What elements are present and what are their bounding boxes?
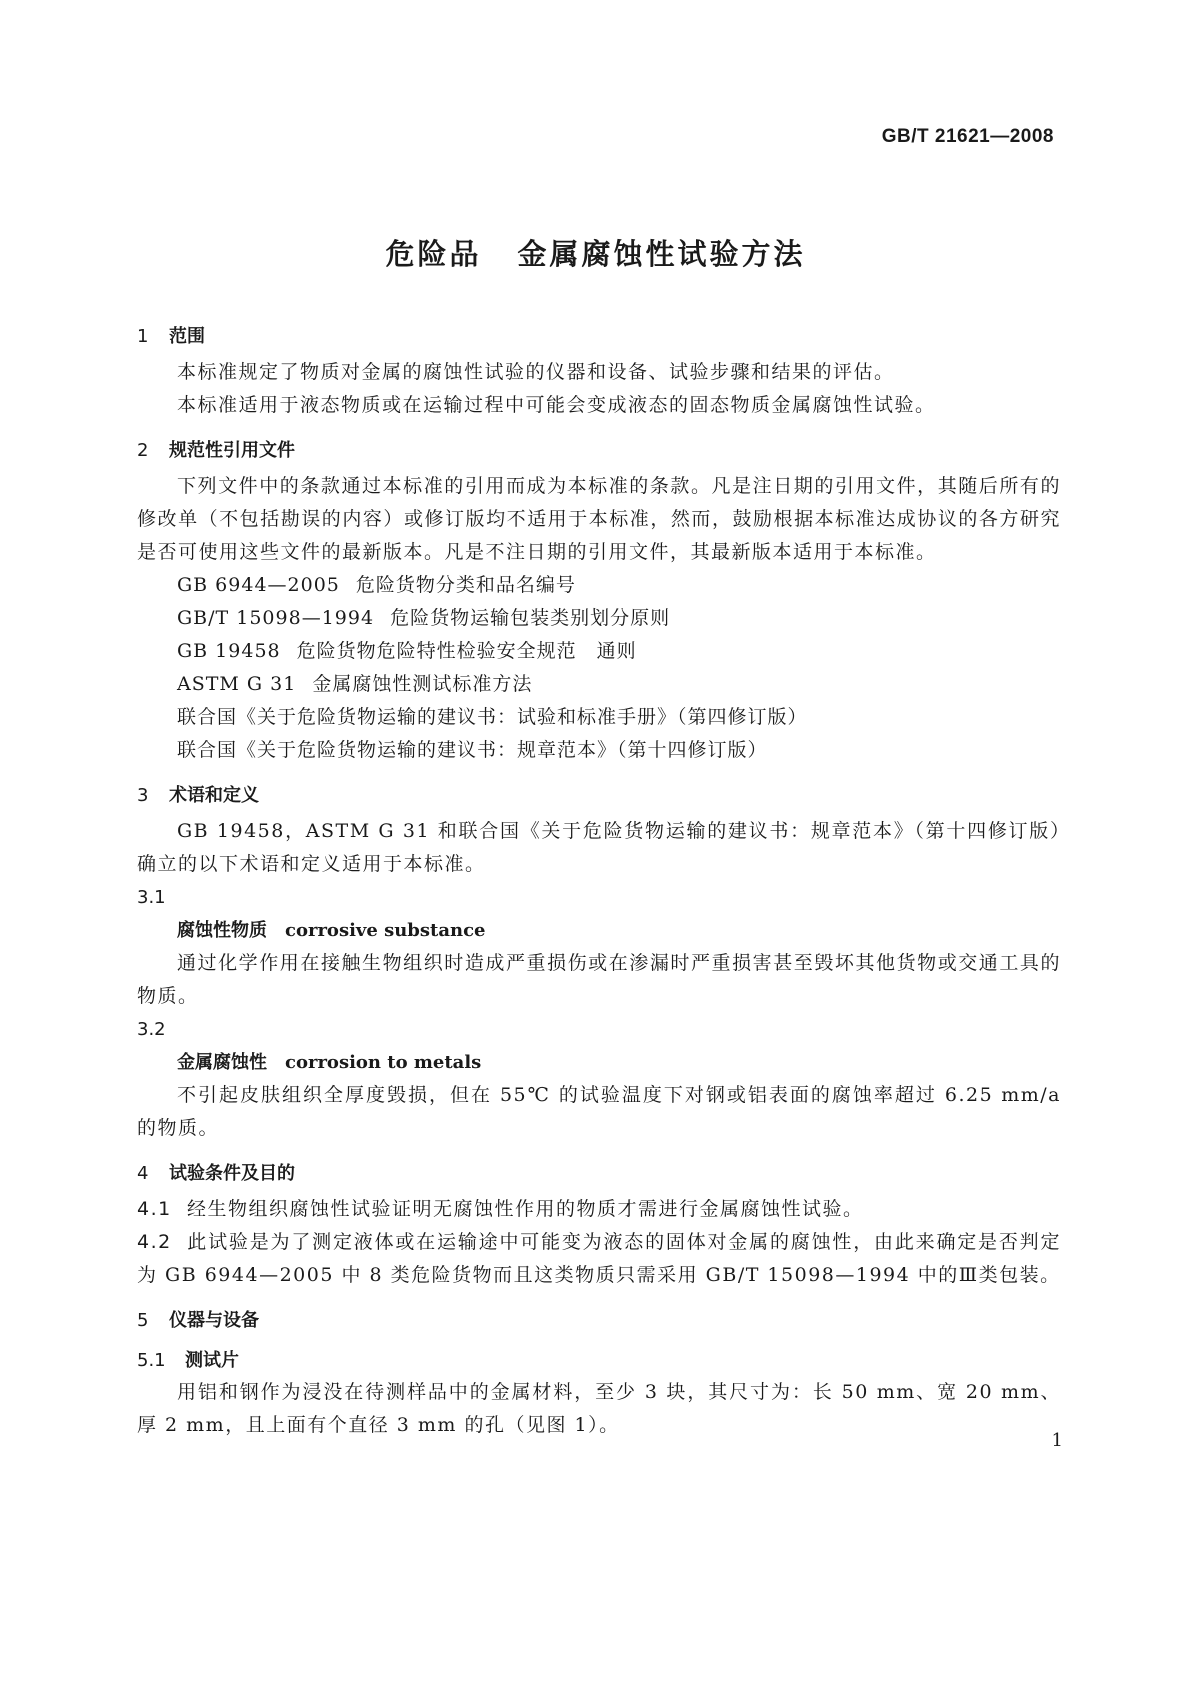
paragraph: 本标准适用于液态物质或在运输过程中可能会变成液态的固态物质金属腐蚀性试验。 [177,394,936,416]
term-zh: 腐蚀性物质 [177,920,267,941]
term-definition: 通过化学作用在接触生物组织时造成严重损伤或在渗漏时严重损害甚至毁坏其他货物或交通工具的物质。 [137,952,1061,1007]
reference-item [137,701,1061,734]
reference-item [137,668,1061,701]
section-1-heading [137,322,1061,348]
section-title: 范围 [169,326,205,347]
document-title [0,232,1191,273]
paragraph: 本标准规定了物质对金属的腐蚀性试验的仪器和设备、试验步骤和结果的评估。 [177,361,895,383]
clause-number: 4.2 [137,1231,172,1253]
section-number: 4 [137,1163,149,1184]
term-definition: 不引起皮肤组织全厚度毁损，但在 55℃ 的试验温度下对钢或铝表面的腐蚀率超过 6.25 mm/a 的物质。 [137,1084,1061,1139]
paragraph: 用铝和钢作为浸没在待测样品中的金属材料，至少 3 块，其尺寸为：长 50 mm、宽 20 mm、厚 2 mm，且上面有个直径 3 mm 的孔（见图 1）。 [137,1381,1061,1436]
paragraph: 下列文件中的条款通过本标准的引用而成为本标准的条款。凡是注日期的引用文件，其随后所有的修改单（不包括勘误的内容）或修订版均不适用于本标准，然而，鼓励根据本标准达成协议的各方研究是否可使用这些文件的最新版本。凡是不注日期的引用文件，其最新版本适用于本标准。 [137,475,1061,563]
paragraph: GB 19458，ASTM G 31 和联合国《关于危险货物运输的建议书：规章范本》（第十四修订版）确立的以下术语和定义适用于本标准。 [137,820,1061,875]
section-number: 3 [137,785,149,806]
reference-item [137,569,1061,602]
term-zh: 金属腐蚀性 [177,1052,267,1073]
reference-item [137,602,1061,635]
term-entry [137,1046,1061,1079]
reference-code: GB 19458 [177,640,281,662]
document-body [137,322,1061,1442]
reference-code: ASTM G 31 [177,673,297,695]
section-3-heading [137,781,1061,807]
reference-title: 金属腐蚀性测试标准方法 [312,673,533,695]
term-number: 3.1 [137,887,166,908]
term-entry [137,914,1061,947]
section-title: 试验条件及目的 [169,1163,295,1184]
term-number: 3.2 [137,1019,166,1040]
section-number: 1 [137,326,149,347]
reference-title: 联合国《关于危险货物运输的建议书：试验和标准手册》（第四修订版） [177,706,808,728]
section-4-heading [137,1159,1061,1185]
reference-title: 危险货物运输包装类别划分原则 [390,607,671,629]
title-part-1: 危险品 [385,237,482,271]
reference-title: 联合国《关于危险货物运输的建议书：规章范本》（第十四修订版） [177,739,768,761]
subsection-title: 测试片 [185,1350,239,1371]
section-title: 术语和定义 [169,785,259,806]
term-en: corrosion to metals [285,1052,482,1073]
reference-code: GB/T 15098—1994 [177,607,375,629]
clause-number: 4.1 [137,1198,172,1220]
title-part-2: 金属腐蚀性试验方法 [517,237,806,271]
section-number: 2 [137,440,149,461]
term-en: corrosive substance [285,920,486,941]
standard-number: GB/T 21621—2008 [881,126,1054,147]
clause [137,1193,1061,1226]
section-5-heading [137,1306,1061,1332]
reference-item [137,635,1061,668]
subsection-number: 5.1 [137,1350,166,1371]
section-title: 规范性引用文件 [169,440,295,461]
clause-text: 经生物组织腐蚀性试验证明无腐蚀性作用的物质才需进行金属腐蚀性试验。 [187,1198,864,1220]
section-2-heading [137,436,1061,462]
reference-code: GB 6944—2005 [177,574,340,596]
clause [137,1226,1061,1292]
section-title: 仪器与设备 [169,1310,259,1331]
reference-title: 危险货物分类和品名编号 [355,574,576,596]
subsection-heading [137,1346,1061,1372]
page-number: 1 [1051,1430,1063,1451]
clause-text: 此试验是为了测定液体或在运输途中可能变为液态的固体对金属的腐蚀性，由此来确定是否判定为 GB 6944—2005 中 8 类危险货物而且这类物质只需采用 GB/T 15098—1994 中的Ⅲ类包装。 [137,1231,1061,1286]
reference-title: 危险货物危险特性检验安全规范 通则 [296,640,637,662]
reference-item [137,734,1061,767]
section-number: 5 [137,1310,149,1331]
